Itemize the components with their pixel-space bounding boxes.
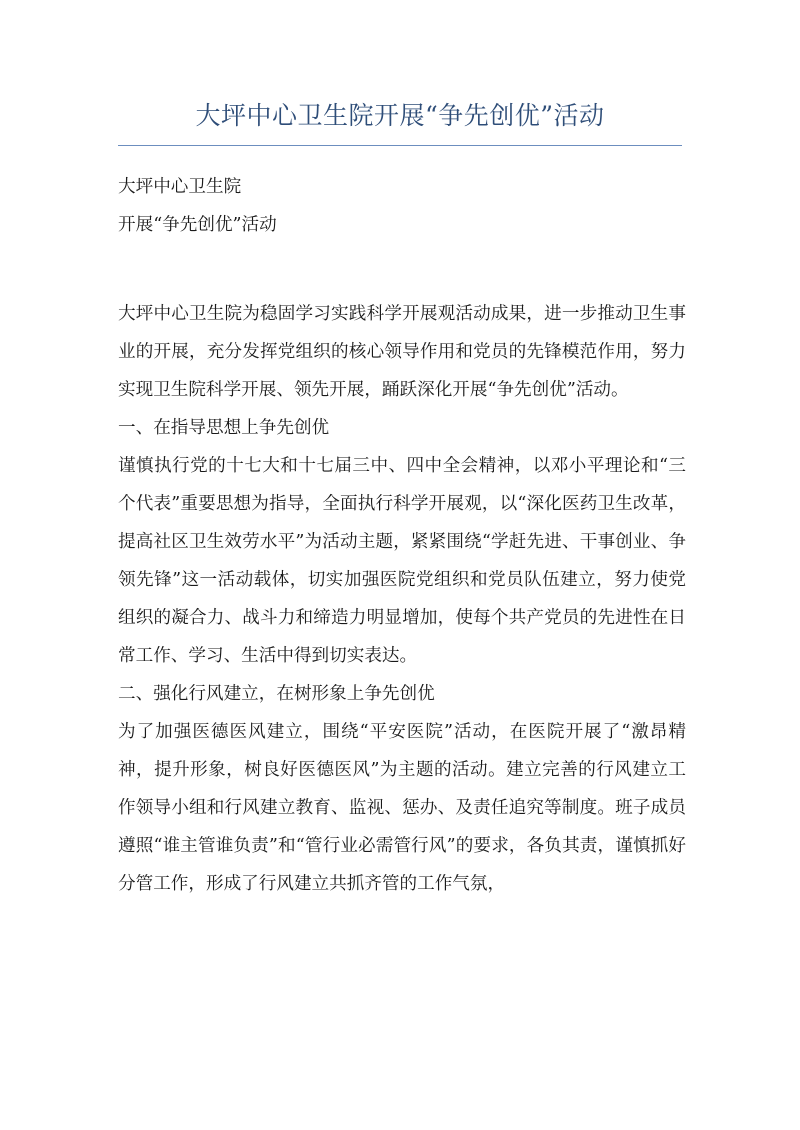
subtitle-line-2: 开展“争先创优”活动 [118, 215, 277, 235]
section-body-1: 谨慎执行党的十七大和十七届三中、四中全会精神，以邓小平理论和“三个代表”重要思想为指导，全面执行科学开展观，以“深化医药卫生改革，提高社区卫生效劳水平”为活动主题，紧紧围绕“学赶先进、干事创业、争领先锋”这一活动载体，切实加强医院党组织和党员队伍建立，努力使党组织的凝合力、战斗力和缔造力明显增加，使每个共产党员的先进性在日常工作、学习、生活中得到切实表达。 [118, 456, 686, 666]
intro-paragraph: 大坪中心卫生院为稳固学习实践科学开展观活动成果，进一步推动卫生事业的开展，充分发挥党组织的核心领导作用和党员的先锋模范作用，努力实现卫生院科学开展、领先开展，踊跃深化开展“争先创优”活动。 [118, 304, 686, 400]
subtitle-line-1: 大坪中心卫生院 [118, 177, 242, 197]
paragraph-gap [118, 244, 686, 295]
document-title: 大坪中心卫生院开展“争先创优”活动 [195, 101, 605, 130]
section-heading-1: 一、在指导思想上争先创优 [118, 418, 330, 438]
document-body [118, 168, 686, 903]
title-divider [118, 145, 682, 146]
section-heading-2: 二、强化行风建立，在树形象上争先创优 [118, 684, 435, 704]
section-body-2: 为了加强医德医风建立，围绕“平安医院”活动，在医院开展了“激昂精神，提升形象，树良好医德医风”为主题的活动。建立完善的行风建立工作领导小组和行风建立教育、监视、惩办、及责任追究等制度。班子成员遵照“谁主管谁负责”和“管行业必需管行风”的要求，各负其责，谨慎抓好分管工作，形成了行风建立共抓齐管的工作气氛， [118, 722, 686, 894]
